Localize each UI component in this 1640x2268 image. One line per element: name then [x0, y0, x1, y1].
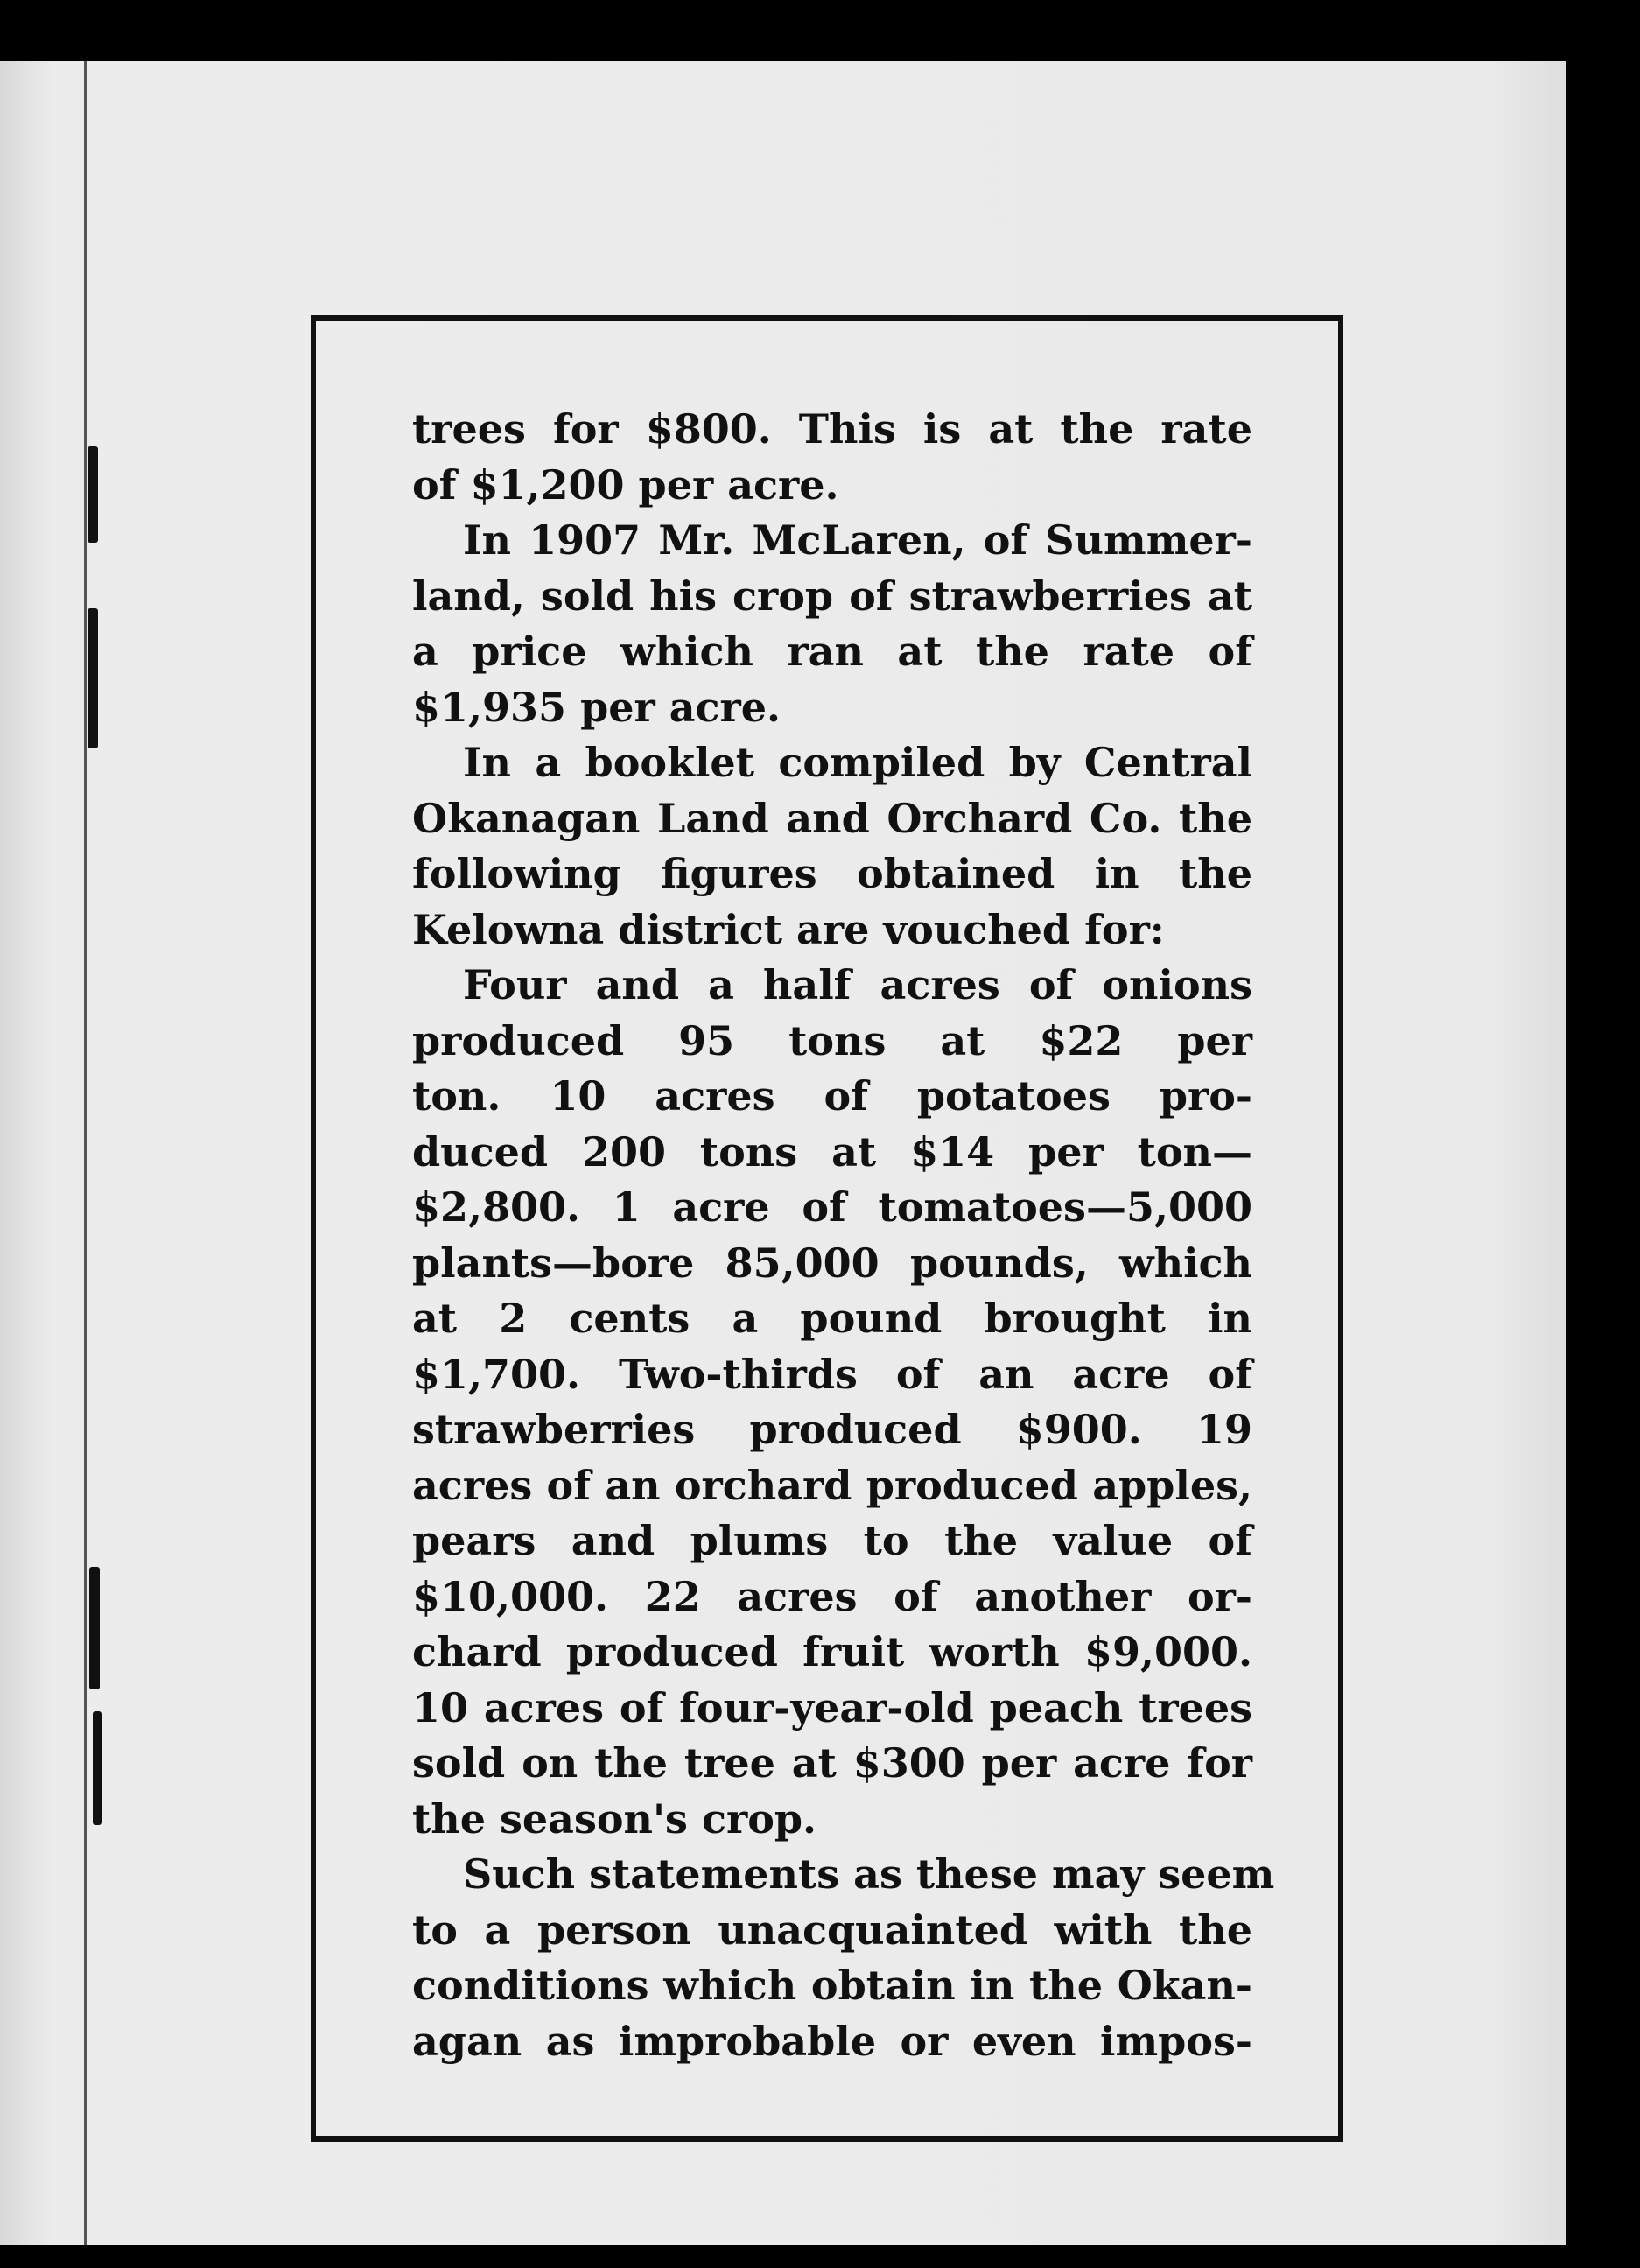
binding-mark [93, 1711, 102, 1825]
paper-sheet [0, 61, 1566, 2245]
body-text [412, 402, 1275, 2069]
text-line: $1,935 per acre. [412, 683, 781, 731]
text-line: chard produced fruit worth $9,000. [412, 1628, 1252, 1675]
text-line: pears and plums to the value of [412, 1517, 1252, 1564]
text-line: to a person unacquainted with the [412, 1906, 1252, 1954]
text-line: Kelowna district are vouched for: [412, 905, 1165, 953]
text-line: 10 acres of four-year-old peach trees [412, 1683, 1252, 1731]
text-line: trees for $800. This is at the rate [412, 405, 1252, 453]
text-frame [311, 315, 1343, 2142]
text-line: Such statements as these may seem [463, 1850, 1275, 1898]
text-line: Four and a half acres of onions [463, 961, 1252, 1008]
text-line: strawberries produced $900. 19 [412, 1406, 1252, 1453]
spine-edge [84, 61, 87, 2245]
text-line: Okanagan Land and Orchard Co. the [412, 794, 1252, 842]
text-line: the season's crop. [412, 1794, 817, 1843]
binding-mark [89, 1567, 100, 1689]
text-line: conditions which obtain in the Okan- [412, 1962, 1252, 2009]
text-line: following figures obtained in the [412, 850, 1252, 897]
text-line: plants—bore 85,000 pounds, which [412, 1239, 1252, 1287]
text-line: sold on the tree at $300 per acre for [412, 1739, 1252, 1787]
text-line: In 1907 Mr. McLaren, of Summer- [463, 516, 1252, 564]
text-line: $10,000. 22 acres of another or- [412, 1572, 1252, 1620]
text-line: ton. 10 acres of potatoes pro- [412, 1072, 1252, 1120]
text-line: of $1,200 per acre. [412, 460, 839, 509]
text-line: duced 200 tons at $14 per ton— [412, 1127, 1252, 1176]
text-line: a price which ran at the rate of [412, 628, 1252, 675]
text-line: at 2 cents a pound brought in [412, 1295, 1252, 1342]
text-line: land, sold his crop of strawberries at [412, 572, 1252, 620]
text-line: acres of an orchard produced apples, [412, 1461, 1252, 1509]
text-line: In a booklet compiled by Central [463, 739, 1252, 786]
text-line: agan as improbable or even impos- [412, 2017, 1252, 2065]
text-line: produced 95 tons at $22 per [412, 1016, 1252, 1064]
text-line: $2,800. 1 acre of tomatoes—5,000 [412, 1183, 1252, 1231]
text-line: $1,700. Two-thirds of an acre of [412, 1350, 1252, 1398]
binding-mark [88, 446, 98, 543]
binding-mark [88, 608, 98, 748]
